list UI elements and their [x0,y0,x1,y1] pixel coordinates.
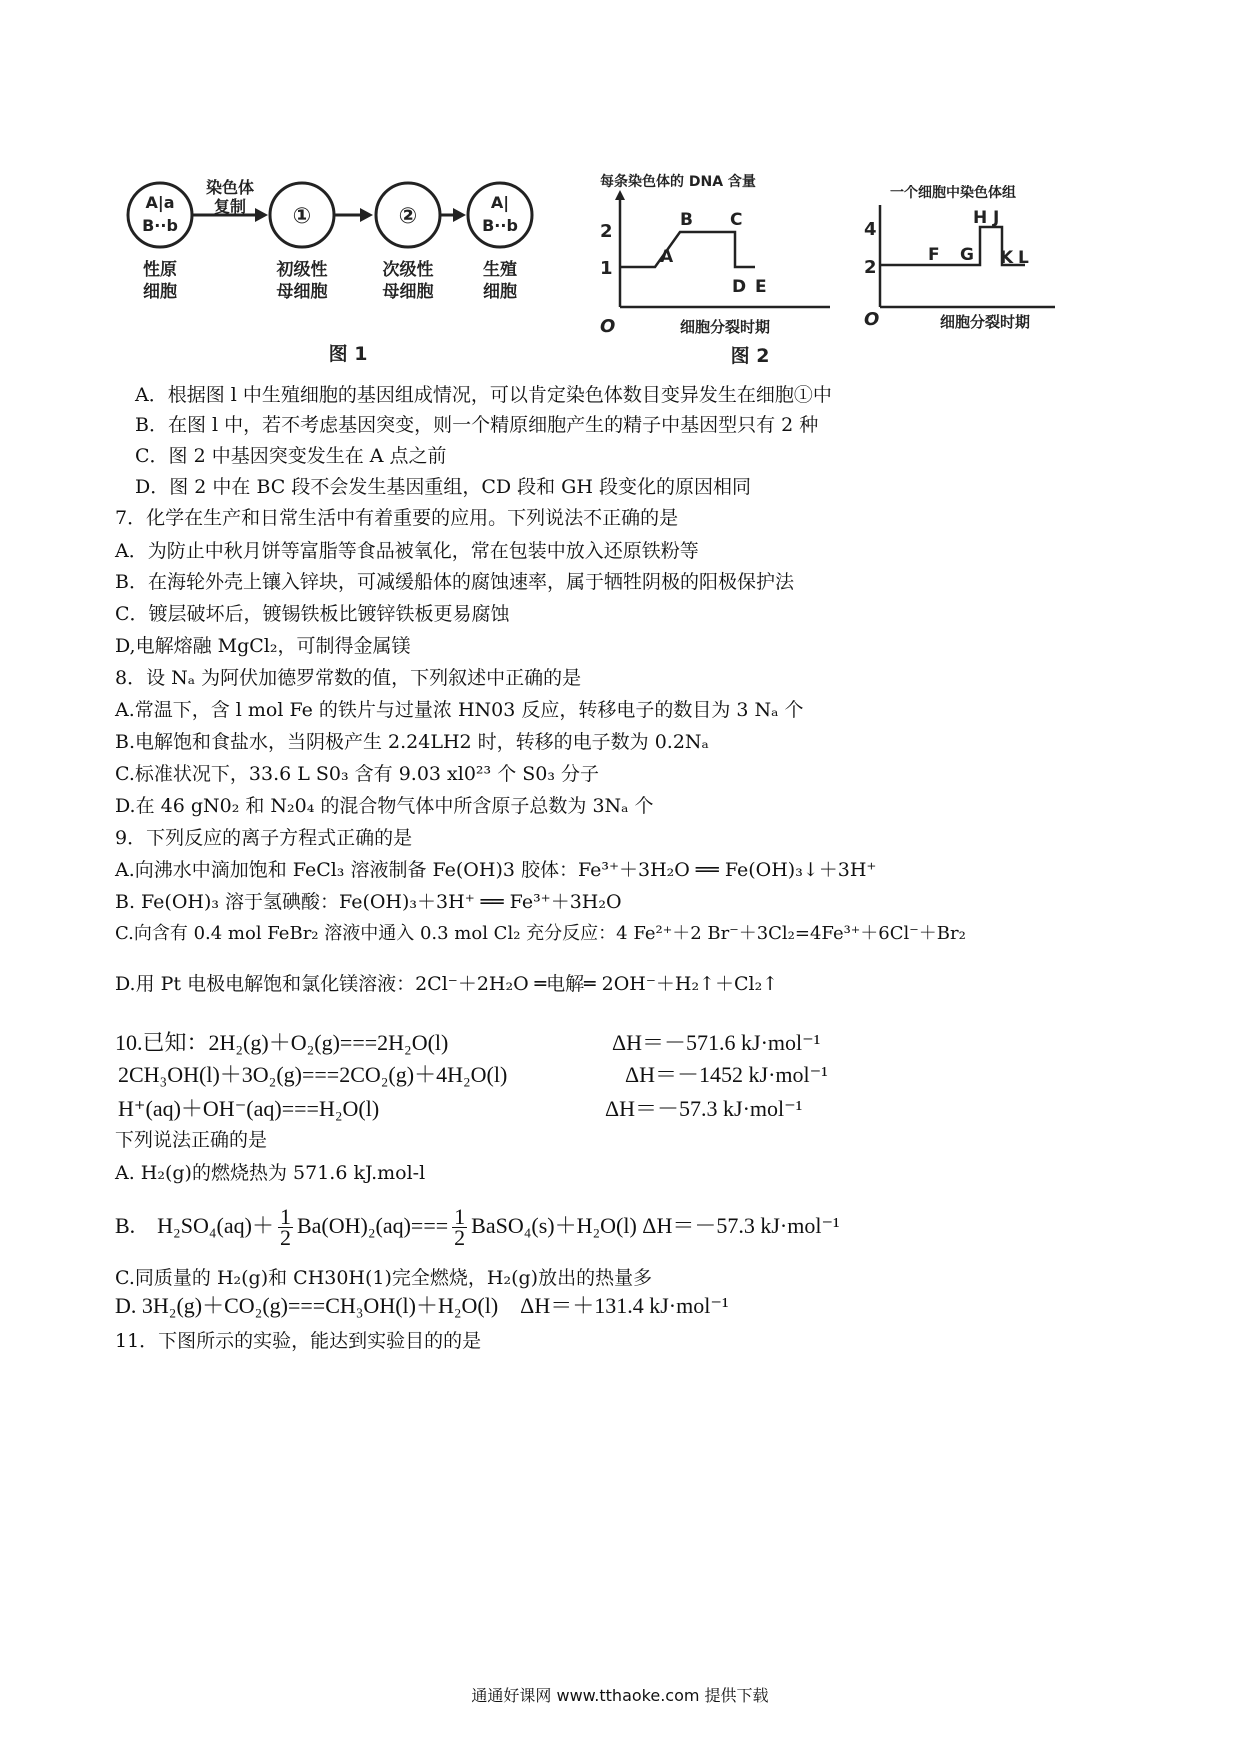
figure-2-right-chart [860,185,1060,375]
q6-option-c: C．图 2 中基因突变发生在 A 点之前 [135,445,447,467]
label-3-line1: 生殖 [483,260,517,280]
q11-stem: 11．下图所示的实验，能达到实验目的的是 [115,1330,482,1352]
left-chart-line [620,232,755,267]
q10-option-b [115,1196,840,1256]
q10-eq2: 2CH₃OH(l)＋3O₂(g)===2CO₂(g)＋4H₂O(l) [118,1062,508,1087]
point-D: D [732,277,747,297]
point-J: J [993,208,1000,228]
left-ytick-1: 1 [600,258,613,279]
figure-2-caption: 图 2 [730,345,770,367]
left-chart-ylabel: 每条染色体的 DNA 含量 [600,174,756,190]
arrow-label-bottom: 复制 [213,197,247,216]
point-E: E [755,277,767,297]
label-2-line1: 次级性 [382,260,434,280]
q9-option-b: B. Fe(OH)₃ 溶于氢碘酸：Fe(OH)₃＋3H⁺ ══ Fe³⁺＋3H₂O [115,891,622,913]
point-H: H [973,208,988,228]
q10-option-b-prefix: B. H₂SO₄(aq)＋ [115,1213,274,1238]
point-K: K [1000,248,1014,268]
q9-option-a: A.向沸水中滴加饱和 FeCl₃ 溶液制备 Fe(OH)3 胶体：Fe³⁺＋3H₂O ══ Fe(OH)₃↓＋3H⁺ [115,859,877,881]
arrow-label-top: 染色体 [205,178,255,197]
q10-option-a: A. H₂(g)的燃烧热为 571.6 kJ.mol-l [115,1162,426,1184]
point-B: B [680,210,693,230]
fraction-half: $\frac{1}{2}$ [279,1204,291,1251]
point-L: L [1018,248,1029,268]
q10-eq1: 10.已知：2H₂(g)＋O₂(g)===2H₂O(l) [115,1030,449,1055]
q10-option-b-mid: Ba(OH)₂(aq)=== [296,1213,449,1238]
label-0-line2: 细胞 [143,282,177,302]
q10-eq2-dh: ΔH＝－1452 kJ·mol⁻¹ [625,1062,828,1087]
figure-1-caption: 图 1 [328,343,368,365]
page-footer: 通通好课网 www.tthaoke.com 提供下载 [471,1686,769,1705]
q7-option-b: B．在海轮外壳上镶入锌块，可减缓船体的腐蚀速率，属于牺牲阴极的阳极保护法 [115,571,794,593]
cell-1-mark: ① [292,204,312,229]
left-chart-xlabel: 细胞分裂时期 [680,318,771,336]
label-1-line2: 母细胞 [276,282,328,302]
right-chart-ylabel: 一个细胞中染色体组 [890,185,1016,201]
label-1-line1: 初级性 [276,260,328,280]
q6-option-d: D．图 2 中在 BC 段不会发生基因重组，CD 段和 GH 段变化的原因相同 [135,476,751,498]
cell-0-bottom-genes: B··b [142,216,178,235]
q10-option-b-suffix: BaSO₄(s)＋H₂O(l) ΔH＝－57.3 kJ·mol⁻¹ [471,1213,840,1238]
cell-3-bottom-genes: B··b [482,216,518,235]
right-ytick-2: 2 [864,257,877,278]
point-C: C [730,210,743,230]
figure-1-diagram [120,175,540,370]
q8-stem: 8．设 Nₐ 为阿伏加德罗常数的值，下列叙述中正确的是 [115,667,582,689]
q10-eq3-dh: ΔH＝－57.3 kJ·mol⁻¹ [605,1096,803,1121]
cell-3 [468,183,532,247]
q8-option-b: B.电解饱和食盐水，当阴极产生 2.24LH2 时，转移的电子数为 0.2Nₐ [115,731,709,753]
label-0-line1: 性原 [143,260,177,280]
point-F: F [928,245,940,265]
q8-option-d: D.在 46 gN0₂ 和 N₂0₄ 的混合物气体中所含原子总数为 3Nₐ 个 [115,795,654,817]
cell-0 [128,183,192,247]
right-chart-origin: O [864,309,880,330]
q10-eq3: H⁺(aq)＋OH⁻(aq)===H₂O(l) [118,1096,380,1121]
left-ytick-2: 2 [600,221,613,242]
q6-option-b: B．在图 l 中，若不考虑基因突变，则一个精原细胞产生的精子中基因型只有 2 种 [135,414,819,436]
q7-option-a: A．为防止中秋月饼等富脂等食品被氧化，常在包装中放入还原铁粉等 [115,540,699,562]
q9-option-c: C.向含有 0.4 mol FeBr₂ 溶液中通入 0.3 mol Cl₂ 充分反应：4 Fe²⁺＋2 Br⁻＋3Cl₂=4Fe³⁺＋6Cl⁻＋Br₂ [115,923,966,944]
cell-1 [270,183,334,247]
left-chart-origin: O [600,316,616,337]
label-2-line2: 母细胞 [382,282,434,302]
q7-option-d: D,电解熔融 MgCl₂，可制得金属镁 [115,635,411,657]
cell-2 [376,183,440,247]
point-G: G [960,245,974,265]
fraction-half-2: $\frac{1}{2}$ [454,1204,466,1251]
q10-option-d: D. 3H₂(g)＋CO₂(g)===CH₃OH(l)＋H₂O(l) ΔH＝＋131.4 kJ·mol⁻¹ [115,1293,729,1318]
label-3-line2: 细胞 [483,282,517,302]
q6-option-a: A．根据图 l 中生殖细胞的基因组成情况，可以肯定染色体数目变异发生在细胞①中 [135,384,832,406]
cell-3-top-genes: A| [490,193,510,212]
point-A: A [660,247,674,267]
figure-2-left-chart [580,172,840,372]
q10-option-c: C.同质量的 H₂(g)和 CH30H(1)完全燃烧，H₂(g)放出的热量多 [115,1267,653,1289]
right-chart-xlabel: 细胞分裂时期 [940,313,1031,331]
q10-eq1-dh: ΔH＝－571.6 kJ·mol⁻¹ [612,1030,821,1055]
q9-stem: 9．下列反应的离子方程式正确的是 [115,827,413,849]
right-ytick-4: 4 [864,219,877,240]
q8-option-a: A.常温下，含 l mol Fe 的铁片与过量浓 HN03 反应，转移电子的数目为 3 Nₐ 个 [115,699,804,721]
q7-option-c: C．镀层破坏后，镀锡铁板比镀锌铁板更易腐蚀 [115,603,510,625]
cell-0-top-genes: A|a [145,193,175,212]
q8-option-c: C.标准状况下，33.6 L S0₃ 含有 9.03 xl0²³ 个 S0₃ 分子 [115,763,599,785]
cell-2-mark: ② [398,204,418,229]
q7-stem: 7．化学在生产和日常生活中有着重要的应用。下列说法不正确的是 [115,507,679,529]
q10-stem: 下列说法正确的是 [115,1129,268,1151]
q9-option-d: D.用 Pt 电极电解饱和氯化镁溶液：2Cl⁻＋2H₂O ═电解═ 2OH⁻＋H₂↑＋Cl₂↑ [115,973,779,995]
